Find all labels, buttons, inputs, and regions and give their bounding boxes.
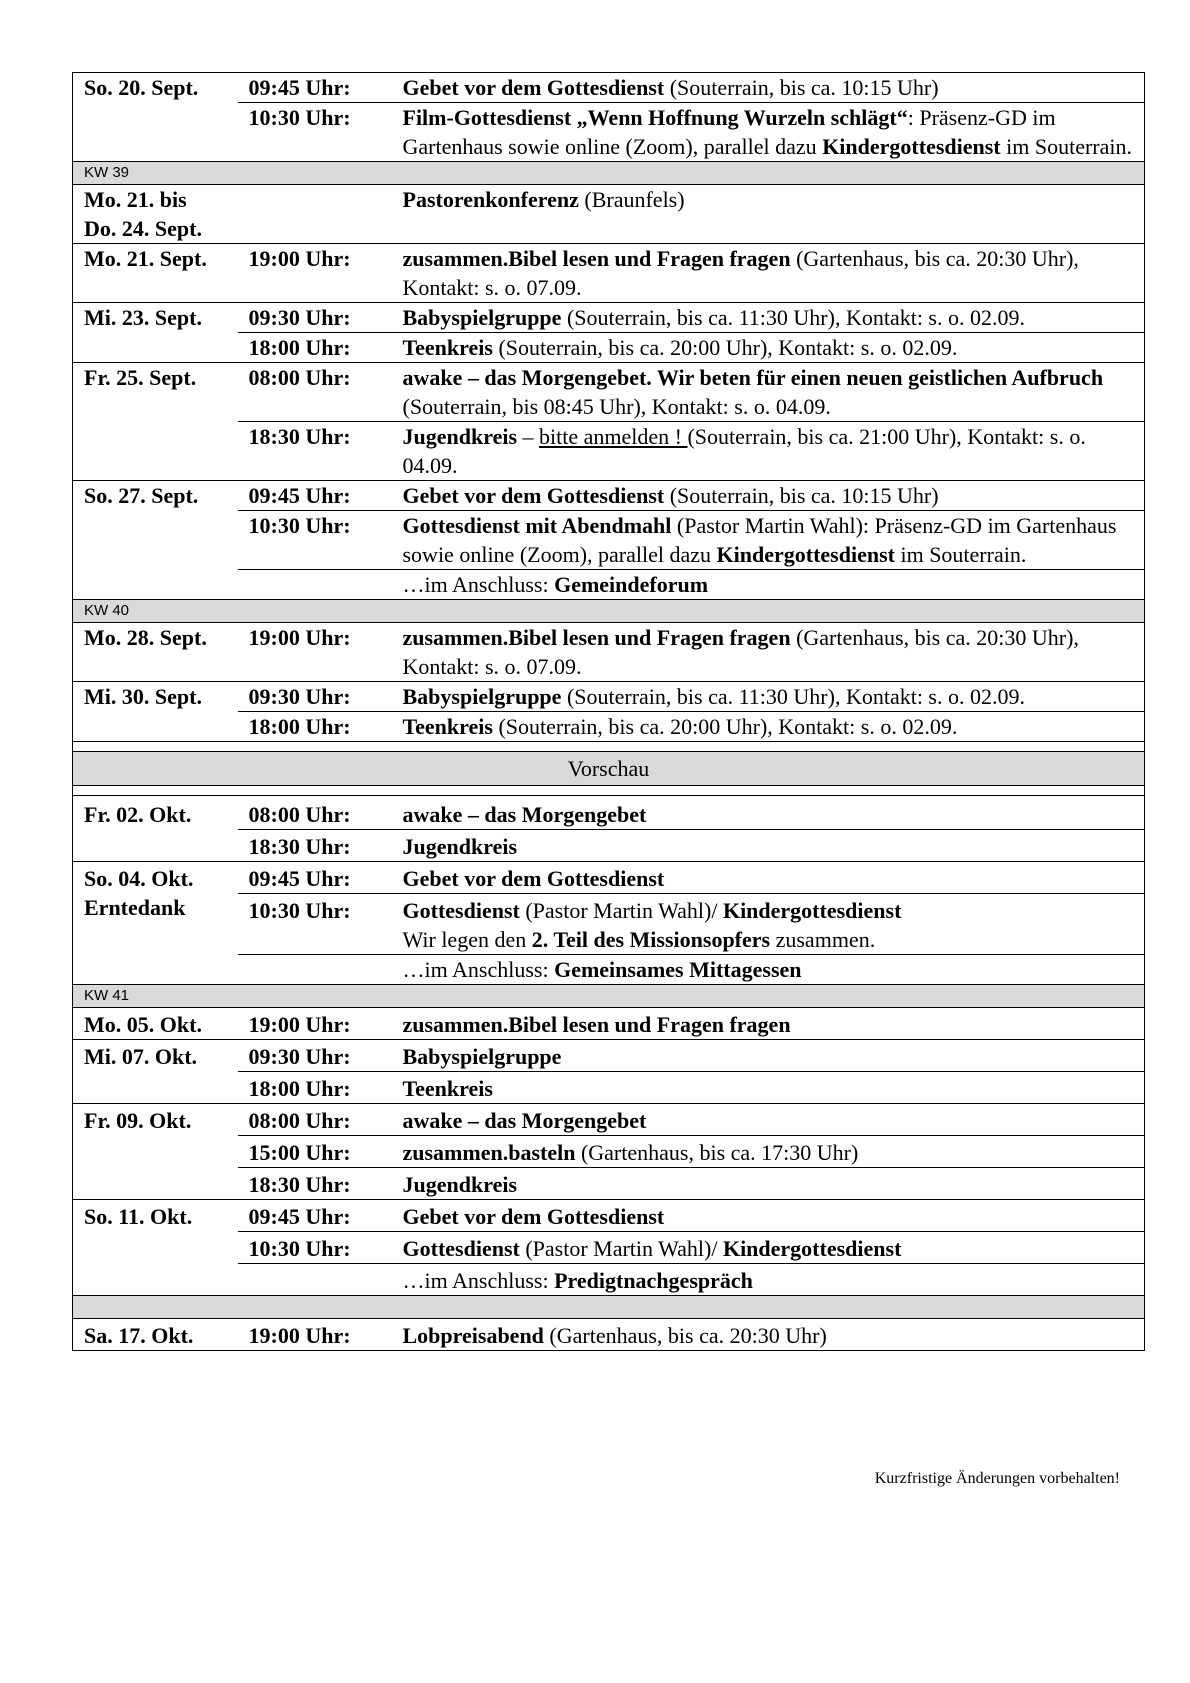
event-time: 08:00 Uhr: [238,796,392,830]
event-time: 09:45 Uhr: [238,73,392,103]
event-date: Mo. 21. Sept. [73,244,238,303]
event-time: 09:45 Uhr: [238,1200,392,1232]
event-description: Gottesdienst mit Abendmahl (Pastor Martin Wahl): Präsenz-GD im Gartenhaus sowie online (Zoom), parallel dazu Kindergottesdienst im Souterrain. [392,511,1145,570]
event-description: awake – das Morgengebet [392,796,1145,830]
event-description: Babyspielgruppe [392,1040,1145,1072]
event-description: Jugendkreis – bitte anmelden ! (Souterrain, bis ca. 21:00 Uhr), Kontakt: s. o. 04.09. [392,422,1145,481]
event-time: 10:30 Uhr: [238,511,392,570]
event-description: zusammen.Bibel lesen und Fragen fragen (Gartenhaus, bis ca. 20:30 Uhr), Kontakt: s. o. 07.09. [392,623,1145,682]
event-description: Pastorenkonferenz (Braunfels) [392,185,1145,244]
week-header: KW 40 [73,600,1145,623]
event-description: Gebet vor dem Gottesdienst [392,1200,1145,1232]
event-time: 19:00 Uhr: [238,1319,392,1351]
event-description: …im Anschluss: Gemeinsames Mittagessen [392,955,1145,985]
event-date: So. 27. Sept. [73,481,238,600]
spacer-row [73,786,1145,796]
event-date: Fr. 25. Sept. [73,363,238,481]
event-date: Sa. 17. Okt. [73,1319,238,1351]
table-row [73,1008,1145,1040]
schedule-page [72,72,1144,1351]
event-time: 18:00 Uhr: [238,333,392,363]
event-description: zusammen.basteln (Gartenhaus, bis ca. 17:30 Uhr) [392,1136,1145,1168]
event-date: Fr. 09. Okt. [73,1104,238,1200]
event-description: Jugendkreis [392,830,1145,862]
event-description: Lobpreisabend (Gartenhaus, bis ca. 20:30 Uhr) [392,1319,1145,1351]
spacer-row [73,742,1145,752]
event-date: So. 20. Sept. [73,73,238,162]
preview-header: Vorschau [73,752,1145,786]
event-description: Jugendkreis [392,1168,1145,1200]
event-date: Mi. 30. Sept. [73,682,238,742]
event-date: Mi. 07. Okt. [73,1040,238,1104]
event-time: 10:30 Uhr: [238,1232,392,1264]
event-time: 18:30 Uhr: [238,1168,392,1200]
event-description: Film-Gottesdienst „Wenn Hoffnung Wurzeln schlägt“: Präsenz-GD im Gartenhaus sowie online (Zoom), parallel dazu Kindergottesdienst im Souterrain. [392,103,1145,162]
registration-note: bitte anmelden ! [539,424,688,449]
event-description: Babyspielgruppe (Souterrain, bis ca. 11:30 Uhr), Kontakt: s. o. 02.09. [392,682,1145,712]
table-row [73,73,1145,103]
table-row [73,303,1145,333]
table-row [73,363,1145,422]
table-row [73,1104,1145,1136]
table-row [73,1200,1145,1232]
event-time: 10:30 Uhr: [238,894,392,955]
event-description: Gottesdienst (Pastor Martin Wahl)/ Kindergottesdienst [392,1232,1145,1264]
event-time: 10:30 Uhr: [238,103,392,162]
event-time: 18:00 Uhr: [238,712,392,742]
event-description: Babyspielgruppe (Souterrain, bis ca. 11:30 Uhr), Kontakt: s. o. 02.09. [392,303,1145,333]
table-row [73,481,1145,511]
event-time: 08:00 Uhr: [238,1104,392,1136]
event-description: Gebet vor dem Gottesdienst (Souterrain, bis ca. 10:15 Uhr) [392,481,1145,511]
event-date: Fr. 02. Okt. [73,796,238,862]
event-time: 08:00 Uhr: [238,363,392,422]
event-description: Teenkreis (Souterrain, bis ca. 20:00 Uhr), Kontakt: s. o. 02.09. [392,333,1145,363]
table-row [73,1040,1145,1072]
week-header: KW 39 [73,162,1145,185]
event-time [238,570,392,600]
table-row [73,796,1145,830]
event-time [238,1264,392,1296]
event-description: …im Anschluss: Gemeindeforum [392,570,1145,600]
event-time: 19:00 Uhr: [238,623,392,682]
event-time: 15:00 Uhr: [238,1136,392,1168]
event-time: 18:30 Uhr: [238,830,392,862]
event-time: 18:00 Uhr: [238,1072,392,1104]
event-description: Gebet vor dem Gottesdienst [392,862,1145,894]
event-time: 18:30 Uhr: [238,422,392,481]
footnote: Kurzfristige Änderungen vorbehalten! [874,1470,1120,1487]
event-description: Gebet vor dem Gottesdienst (Souterrain, bis ca. 10:15 Uhr) [392,73,1145,103]
week-header: KW 41 [73,985,1145,1008]
event-date: So. 04. Okt. Erntedank [73,862,238,985]
event-time: 09:30 Uhr: [238,1040,392,1072]
event-time: 09:30 Uhr: [238,682,392,712]
event-time: 19:00 Uhr: [238,244,392,303]
event-time [238,955,392,985]
event-description: awake – das Morgengebet [392,1104,1145,1136]
event-description: zusammen.Bibel lesen und Fragen fragen [392,1008,1145,1040]
event-time [238,185,392,244]
schedule-table [72,72,1145,1351]
table-row [73,244,1145,303]
event-description: zusammen.Bibel lesen und Fragen fragen (Gartenhaus, bis ca. 20:30 Uhr), Kontakt: s. o. 07.09. [392,244,1145,303]
event-time: 09:30 Uhr: [238,303,392,333]
event-time: 19:00 Uhr: [238,1008,392,1040]
table-row [73,862,1145,894]
table-row [73,1319,1145,1351]
event-date: So. 11. Okt. [73,1200,238,1296]
table-row [73,682,1145,712]
event-date: Mo. 21. bis Do. 24. Sept. [73,185,238,244]
event-time: 09:45 Uhr: [238,481,392,511]
blank-row [73,1296,1145,1319]
event-date: Mo. 28. Sept. [73,623,238,682]
table-row [73,623,1145,682]
event-description: …im Anschluss: Predigtnachgespräch [392,1264,1145,1296]
event-date: Mi. 23. Sept. [73,303,238,363]
event-description: Teenkreis (Souterrain, bis ca. 20:00 Uhr), Kontakt: s. o. 02.09. [392,712,1145,742]
event-date: Mo. 05. Okt. [73,1008,238,1040]
event-time: 09:45 Uhr: [238,862,392,894]
table-row [73,185,1145,244]
event-description: Gottesdienst (Pastor Martin Wahl)/ Kindergottesdienst Wir legen den 2. Teil des Missionsopfers zusammen. [392,894,1145,955]
event-description: Teenkreis [392,1072,1145,1104]
event-description: awake – das Morgengebet. Wir beten für einen neuen geistlichen Aufbruch (Souterrain, bis 08:45 Uhr), Kontakt: s. o. 04.09. [392,363,1145,422]
